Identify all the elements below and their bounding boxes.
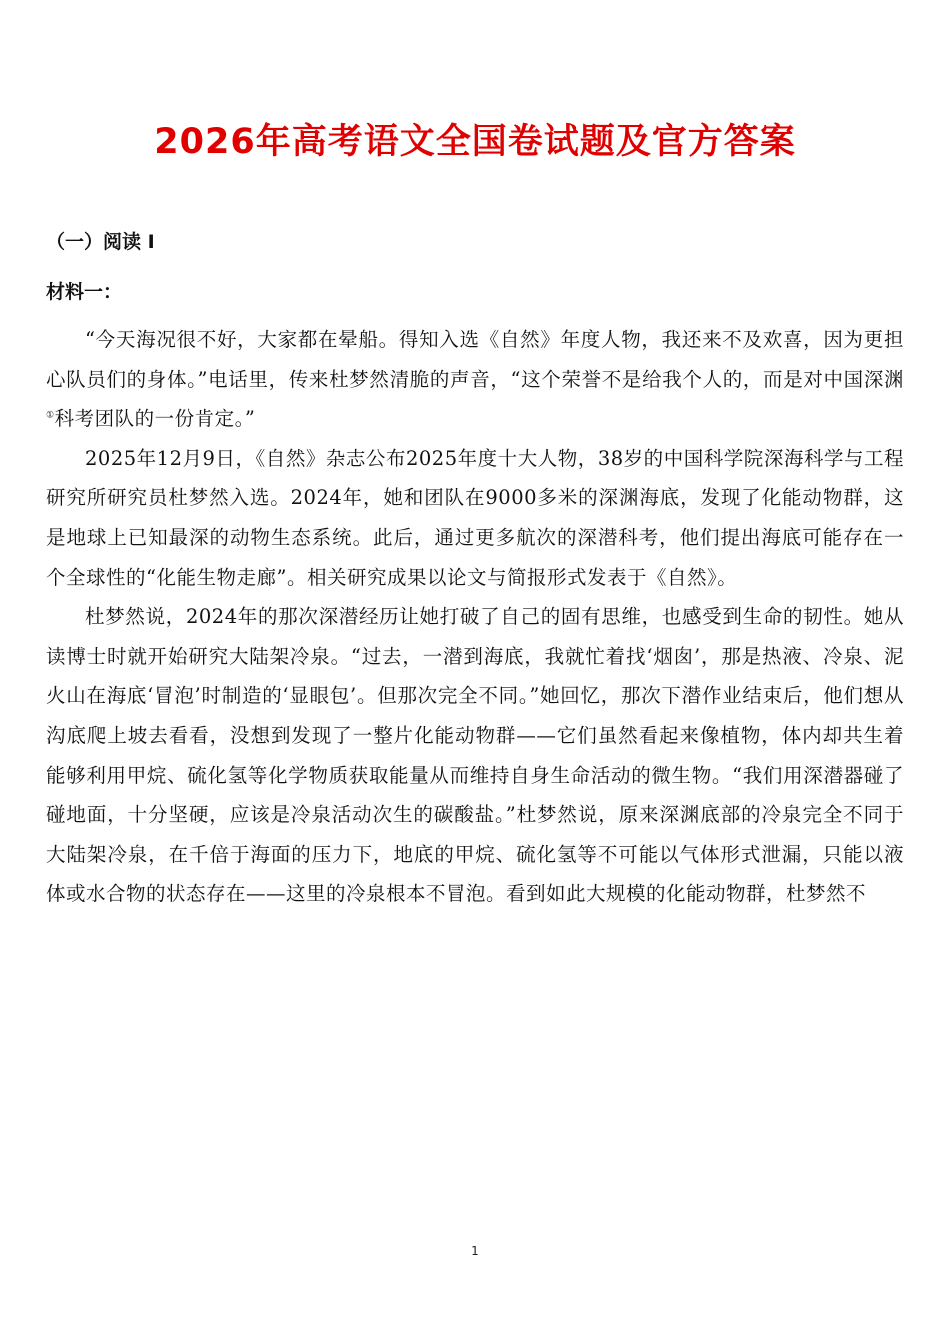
paragraph-3: 杜梦然说，2024年的那次深潜经历让她打破了自己的固有思维，也感受到生命的韧性。她从读博士时就开始研究大陆架冷泉。“过去，一潜到海底，我就忙着找‘烟囱’，那是热液、冷泉、泥火山在海底‘冒泡’时制造的‘显眼包’。但那次完全不同。”她回忆，那次下潜作业结束后，他们想从沟底爬上坡去看看，没想到发现了一整片化能动物群——它们虽然看起来像植物，体内却共生着能够利用甲烷、硫化氢等化学物质获取能量从而维持自身生命活动的微生物。“我们用深潜器碰了碰地面，十分坚硬，应该是冷泉活动次生的碳酸盐。”杜梦然说，原来深渊底部的冷泉完全不同于大陆架冷泉，在千倍于海面的压力下，地底的甲烷、硫化氢等不可能以气体形式泄漏，只能以液体或水合物的状态存在——这里的冷泉根本不冒泡。看到如此大规模的化能动物群，杜梦然不 [46, 605, 904, 906]
article-body [46, 320, 904, 914]
document-title: 2026年高考语文全国卷试题及官方答案 [154, 122, 796, 162]
paragraph-1-text: “今天海况很不好，大家都在晕船。得知入选《自然》年度人物，我还来不及欢喜，因为更担心队员们的身体。”电话里，传来杜梦然清脆的声音，“这个荣誉不是给我个人的，而是对中国深渊 [46, 328, 904, 391]
material-label: 材料一： [46, 281, 123, 303]
page-number: 1 [471, 1244, 479, 1258]
paragraph-1-text-end: 科考团队的一份肯定。” [54, 407, 256, 431]
footnote-marker: ① [46, 410, 55, 421]
paragraph-1 [46, 320, 904, 439]
section-heading: （一）阅读 I [46, 231, 155, 253]
paragraph-2: 2025年12月9日，《自然》杂志公布2025年度十大人物，38岁的中国科学院深海科学与工程研究所研究员杜梦然入选。2024年，她和团队在9000多米的深渊海底，发现了化能动物群，这是地球上已知最深的动物生态系统。此后，通过更多航次的深潜科考，他们提出海底可能存在一个全球性的“化能生物走廊”。相关研究成果以论文与简报形式发表于《自然》。 [46, 446, 904, 589]
